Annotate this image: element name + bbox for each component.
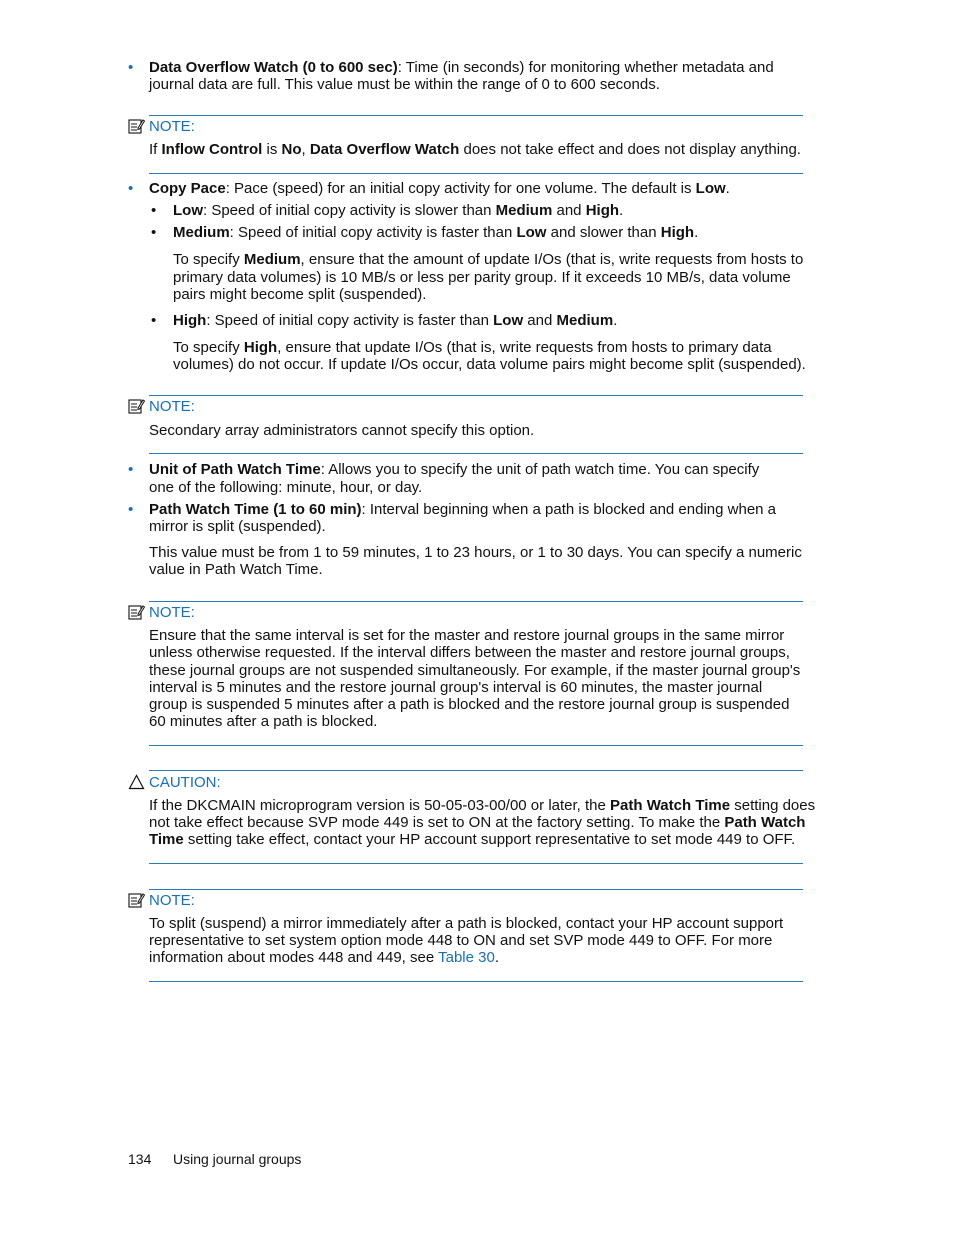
b: Inflow Control xyxy=(161,141,263,158)
t: : Speed of initial copy activity is slower than xyxy=(203,202,496,219)
t: not take effect because SVP mode 449 is set to ON at the factory setting. To make the xyxy=(149,814,725,831)
t: , ensure that the amount of update I/Os (that is, write requests from hosts to xyxy=(300,251,804,268)
high-para-1 xyxy=(173,339,772,356)
b: High xyxy=(585,202,620,219)
t: : Pace (speed) for an initial copy activity for one volume. The default is xyxy=(225,180,696,197)
medium-para-2: primary data volumes) is 10 MB/s or less per parity group. If it exceeds 10 MB/s, data volume xyxy=(173,269,791,286)
b: Time xyxy=(149,831,184,848)
note4-line1: To split (suspend) a mirror immediately after a path is blocked, contact your HP account support xyxy=(149,915,784,932)
b: Low xyxy=(516,224,547,241)
caution-triangle-icon xyxy=(128,774,145,790)
medium-para-1 xyxy=(173,251,803,268)
note-header xyxy=(128,117,195,135)
t: : Speed of initial copy activity is faster than xyxy=(229,224,517,241)
b: No xyxy=(281,141,302,158)
t: . xyxy=(619,202,624,219)
note-rule-bottom xyxy=(149,453,803,454)
note-rule-top xyxy=(149,115,803,116)
t: does not take effect and does not display anything. xyxy=(459,141,801,158)
t: To specify xyxy=(173,251,244,268)
caution-rule-top xyxy=(149,770,803,771)
b: Copy Pace xyxy=(149,180,226,197)
note-rule-bottom xyxy=(149,745,803,746)
pwt-para-1: This value must be from 1 to 59 minutes, 1 to 23 hours, or 1 to 30 days. You can specify a numeric xyxy=(149,544,802,561)
caution-label: CAUTION: xyxy=(149,773,221,791)
t: , xyxy=(301,141,310,158)
t: : Speed of initial copy activity is faster than xyxy=(206,312,494,329)
t: and xyxy=(523,312,557,329)
unit-line1 xyxy=(149,461,759,478)
t: To specify xyxy=(173,339,244,356)
t: . xyxy=(613,312,618,329)
sub-bullet: • xyxy=(151,312,157,329)
note3-line: interval is 5 minutes and the restore journal group's interval is 60 minutes, the master journal xyxy=(149,679,763,696)
medium-line xyxy=(173,224,698,241)
footer-title: Using journal groups xyxy=(173,1151,302,1167)
note-rule-top xyxy=(149,601,803,602)
note3-line: 60 minutes after a path is blocked. xyxy=(149,713,378,730)
note-rule-bottom xyxy=(149,173,803,174)
b: High xyxy=(243,339,278,356)
high-line xyxy=(173,312,617,329)
dow-line1 xyxy=(149,59,774,76)
b: Medium xyxy=(243,251,301,268)
b: Unit of Path Watch Time xyxy=(149,461,321,478)
t: If xyxy=(149,141,162,158)
note-rule-bottom xyxy=(149,981,803,982)
note-pencil-icon xyxy=(128,892,145,908)
b: Low xyxy=(493,312,524,329)
t: is xyxy=(262,141,282,158)
note-pencil-icon xyxy=(128,118,145,134)
bullet: • xyxy=(128,461,134,478)
pwt-line2: mirror is split (suspended). xyxy=(149,518,326,535)
note-label: NOTE: xyxy=(149,891,195,909)
b: High xyxy=(660,224,695,241)
pwt-para-2: value in Path Watch Time. xyxy=(149,561,323,578)
caution-line1 xyxy=(149,797,815,814)
caution-line3 xyxy=(149,831,795,848)
low-line xyxy=(173,202,623,219)
unit-line2: one of the following: minute, hour, or day. xyxy=(149,479,423,496)
note-header xyxy=(128,603,195,621)
note-label: NOTE: xyxy=(149,117,195,135)
t: . xyxy=(494,949,499,966)
t: information about modes 448 and 449, see xyxy=(149,949,439,966)
t: , ensure that update I/Os (that is, write requests from hosts to primary data xyxy=(277,339,772,356)
table-30-link[interactable]: Table 30 xyxy=(438,949,495,966)
note-label: NOTE: xyxy=(149,397,195,415)
bullet: • xyxy=(128,501,134,518)
caution-header xyxy=(128,773,221,791)
page-number: 134 xyxy=(128,1151,152,1167)
bullet: • xyxy=(128,59,134,76)
note3-line: unless otherwise requested. If the interval differs between the master and restore journal groups, xyxy=(149,644,790,661)
b: Medium xyxy=(173,224,230,241)
b: Low xyxy=(695,180,726,197)
pwt-line1 xyxy=(149,501,776,518)
b: Medium xyxy=(556,312,614,329)
bullet: • xyxy=(128,180,134,197)
note3-line: Ensure that the same interval is set for the master and restore journal groups in the same mirror xyxy=(149,627,785,644)
note1-text xyxy=(149,141,801,158)
note-header xyxy=(128,397,195,415)
b: Low xyxy=(173,202,203,219)
medium-para-3: pairs might become split (suspended). xyxy=(173,286,427,303)
note-pencil-icon xyxy=(128,398,145,414)
b: Medium xyxy=(495,202,553,219)
dow-line2: journal data are full. This value must be within the range of 0 to 600 seconds. xyxy=(149,76,660,93)
b: Data Overflow Watch xyxy=(309,141,460,158)
note3-line: group is suspended 5 minutes after a path is blocked and the restore journal group is suspended xyxy=(149,696,790,713)
t: : Allows you to specify the unit of path watch time. You can specify xyxy=(320,461,760,478)
caution-rule-bottom xyxy=(149,863,803,864)
note-rule-top xyxy=(149,395,803,396)
note-header xyxy=(128,891,195,909)
t: and xyxy=(552,202,586,219)
note-pencil-icon xyxy=(128,604,145,620)
t: . xyxy=(725,180,730,197)
copy-pace-line xyxy=(149,180,730,197)
dow-term: Data Overflow Watch (0 to 600 sec) xyxy=(149,59,398,76)
t: : Interval beginning when a path is blocked and ending when a xyxy=(361,501,777,518)
t: . xyxy=(694,224,699,241)
note2-text: Secondary array administrators cannot specify this option. xyxy=(149,422,535,439)
high-para-2: volumes) do not occur. If update I/Os occur, data volume pairs might become split (suspended). xyxy=(173,356,806,373)
b: High xyxy=(173,312,207,329)
note-label: NOTE: xyxy=(149,603,195,621)
t: and slower than xyxy=(546,224,661,241)
t: setting take effect, contact your HP account support representative to set mode 449 to OFF. xyxy=(183,831,796,848)
caution-line2 xyxy=(149,814,805,831)
note3-line: these journal groups are not suspended simultaneously. For example, if the master journal group's xyxy=(149,662,801,679)
b: Path Watch Time (1 to 60 min) xyxy=(149,501,362,518)
sub-bullet: • xyxy=(151,202,157,219)
t: If the DKCMAIN microprogram version is 50-05-03-00/00 or later, the xyxy=(149,797,611,814)
note4-line2: representative to set system option mode 448 to ON and set SVP mode 449 to OFF. For more xyxy=(149,932,773,949)
note-rule-top xyxy=(149,889,803,890)
sub-bullet: • xyxy=(151,224,157,241)
note4-line3 xyxy=(149,949,499,966)
b: Path Watch xyxy=(724,814,806,831)
b: Path Watch Time xyxy=(610,797,731,814)
t: setting does xyxy=(730,797,816,814)
dow-text: : Time (in seconds) for monitoring whether metadata and xyxy=(397,59,774,76)
